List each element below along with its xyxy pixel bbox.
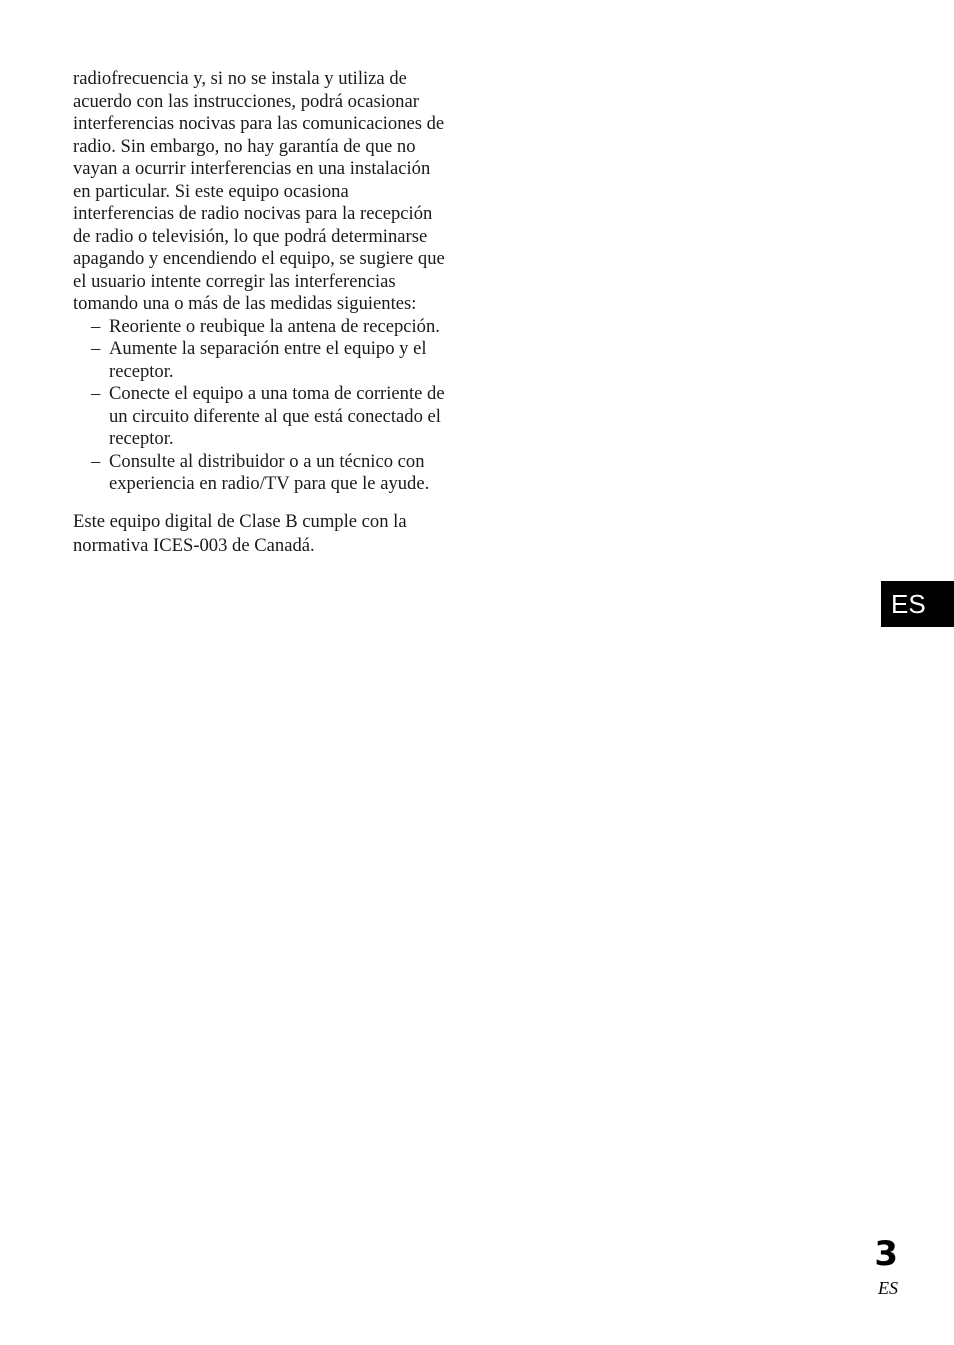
paragraph-ices-003: Este equipo digital de Clase B cumple con la normativa ICES-003 de Canadá. <box>73 510 407 556</box>
measures-list <box>73 316 451 496</box>
list-item <box>73 338 451 383</box>
bullet-dash: – <box>91 383 101 404</box>
main-text-column <box>73 68 451 558</box>
paragraph-fcc-interference: radiofrecuencia y, si no se instala y utiliza de acuerdo con las instrucciones, podrá ocasionar interferencias nocivas para las comunicaciones de radio. Sin embargo, no hay garantía de que no vayan a ocurrir interferencias en una instalación en particular. Si este equipo ocasiona interferencias de radio nocivas para la recepción de radio o televisión, lo que podrá determinarse apagando y encendiendo el equipo, se sugiere que el usuario intente corregir las interferencias tomando una o más de las medidas siguientes: <box>73 68 445 314</box>
list-item <box>73 451 451 496</box>
bullet-dash: – <box>91 338 101 359</box>
list-item-text: Aumente la separación entre el equipo y el receptor. <box>109 338 427 382</box>
list-item-text: Conecte el equipo a una toma de corriente de un circuito diferente al que está conectado el receptor. <box>109 383 445 449</box>
language-tab: ES <box>881 581 954 627</box>
list-item-text: Reoriente o reubique la antena de recepción. <box>109 315 440 337</box>
page-number: 3 <box>874 1234 898 1274</box>
list-item <box>73 383 451 451</box>
page-language-code: ES <box>878 1278 898 1298</box>
list-item <box>73 316 451 339</box>
bullet-dash: – <box>91 450 101 472</box>
bullet-dash: – <box>91 315 101 337</box>
list-item-text: Consulte al distribuidor o a un técnico con experiencia en radio/TV para que le ayude. <box>109 450 430 494</box>
